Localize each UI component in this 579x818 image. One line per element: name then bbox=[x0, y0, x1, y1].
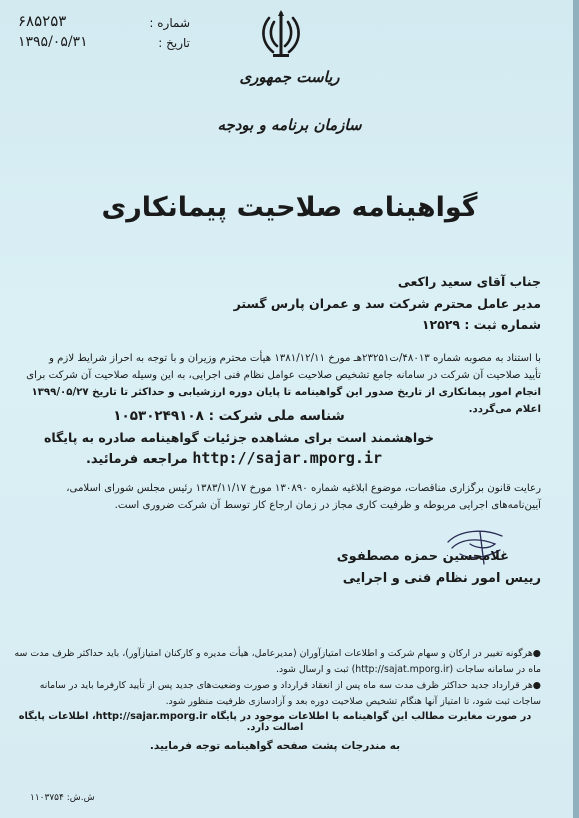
date-value: ۱۳۹۵/۰۵/۳۱ bbox=[18, 34, 88, 50]
warning-line: در صورت مغایرت مطالب این گواهینامه با اطلاعات موجود در پایگاه http://sajar.mporg.ir، اطلاعات پایگاه اصالت دارد. bbox=[18, 711, 532, 733]
note-2-line-1: ●هر قرارداد جدید حداکثر ظرف مدت سه ماه پس از انعقاد قرارداد و صورت وضعیت‌های جدید پس از تأیید کارفرما باید در سامانه bbox=[39, 680, 541, 691]
body-line-1: با استناد به مصوبه شماره ۴۸۰۱۳/ت۲۳۲۵۱هـ مورخ ۱۳۸۱/۱۲/۱۱ هیأت محترم وزیران و با توجه به احراز شرایط لازم و bbox=[48, 353, 541, 364]
note-1-line-1: ●هرگونه تغییر در ارکان و سهام شرکت و اطلاعات امتیازآوران (مدیرعامل، هیأت مدیره و کارکنان امتیازآور)، باید حداکثر ظرف مدت سه bbox=[14, 648, 541, 659]
signer-name: غلامحسین حمزه مصطفوی bbox=[336, 549, 509, 564]
national-id-line bbox=[39, 408, 419, 424]
law-line-2: آیین‌نامه‌های اجرایی مربوطه و ظرفیت کاری مجاز در زمان ارجاع کار توسط آن شرکت ضروری است. bbox=[114, 500, 541, 511]
recipient-name: جناب آقای سعید راکعی bbox=[397, 274, 541, 289]
body-line-3: انجام امور پیمانکاری از تاریخ صدور این گواهینامه تا پایان دوره ارزشیابی و حداکثر تا تاریخ ۱۳۹۹/۰۵/۲۷ اعلام می‌گردد. bbox=[31, 387, 541, 415]
signer-title: رییس امور نظام فنی و اجرایی bbox=[342, 571, 541, 586]
note-2-line-2: ساجات ثبت شود، تا امتیاز آنها هنگام تشخیص صلاحیت دوره بعد و آزادسازی ظرفیت منظور شود. bbox=[165, 696, 541, 707]
organization-line-1: ریاست جمهوری bbox=[239, 68, 340, 86]
date-label: تاریخ : bbox=[158, 36, 190, 50]
url-suffix: مراجعه فرمائید. bbox=[85, 452, 188, 467]
back-page-note: به مندرجات پشت صفحه گواهینامه توجه فرمایید. bbox=[149, 740, 401, 752]
national-id-label: شناسه ملی شرکت : bbox=[208, 408, 345, 424]
body-line-2: تأیید صلاحیت آن شرکت در سامانه جامع تشخیص صلاحیت عوامل نظام فنی اجرایی، به این وسیله صلاحیت آن شرکت برای bbox=[26, 370, 541, 381]
note-1 bbox=[9, 646, 541, 678]
note-2 bbox=[9, 678, 541, 710]
iran-emblem-icon bbox=[259, 8, 303, 60]
number-label: شماره : bbox=[149, 16, 190, 30]
law-line-1: رعایت قانون برگزاری مناقصات، موضوع ابلاغیه شماره ۱۳۰۸۹۰ مورخ ۱۳۸۳/۱۱/۱۷ رئیس مجلس شورای اسلامی، bbox=[66, 483, 541, 494]
registration-number: شماره ثبت : ۱۲۵۲۹ bbox=[421, 317, 541, 332]
law-paragraph bbox=[11, 480, 541, 514]
certificate-title: گواهینامه صلاحیت پیمانکاری bbox=[101, 192, 478, 223]
organization-line-2: سازمان برنامه و بودجه bbox=[217, 116, 362, 134]
url-line bbox=[39, 449, 429, 467]
sajar-link[interactable]: http://sajar.mporg.ir bbox=[192, 449, 383, 467]
note-1-line-2: ماه در سامانه ساجات (http://sajat.mporg.ir) ثبت و ارسال شود. bbox=[275, 664, 541, 675]
number-value: ۶۸۵۲۵۳ bbox=[18, 12, 67, 30]
serial-number: ش.ش: ۱۱۰۳۷۵۴ bbox=[30, 793, 95, 803]
national-id-value: ۱۰۵۳۰۲۴۹۱۰۸ bbox=[113, 408, 204, 424]
request-line: خواهشمند است برای مشاهده جزئیات گواهینامه صادره به پایگاه bbox=[43, 430, 435, 445]
recipient-position: مدیر عامل محترم شرکت سد و عمران پارس گستر bbox=[233, 296, 541, 311]
